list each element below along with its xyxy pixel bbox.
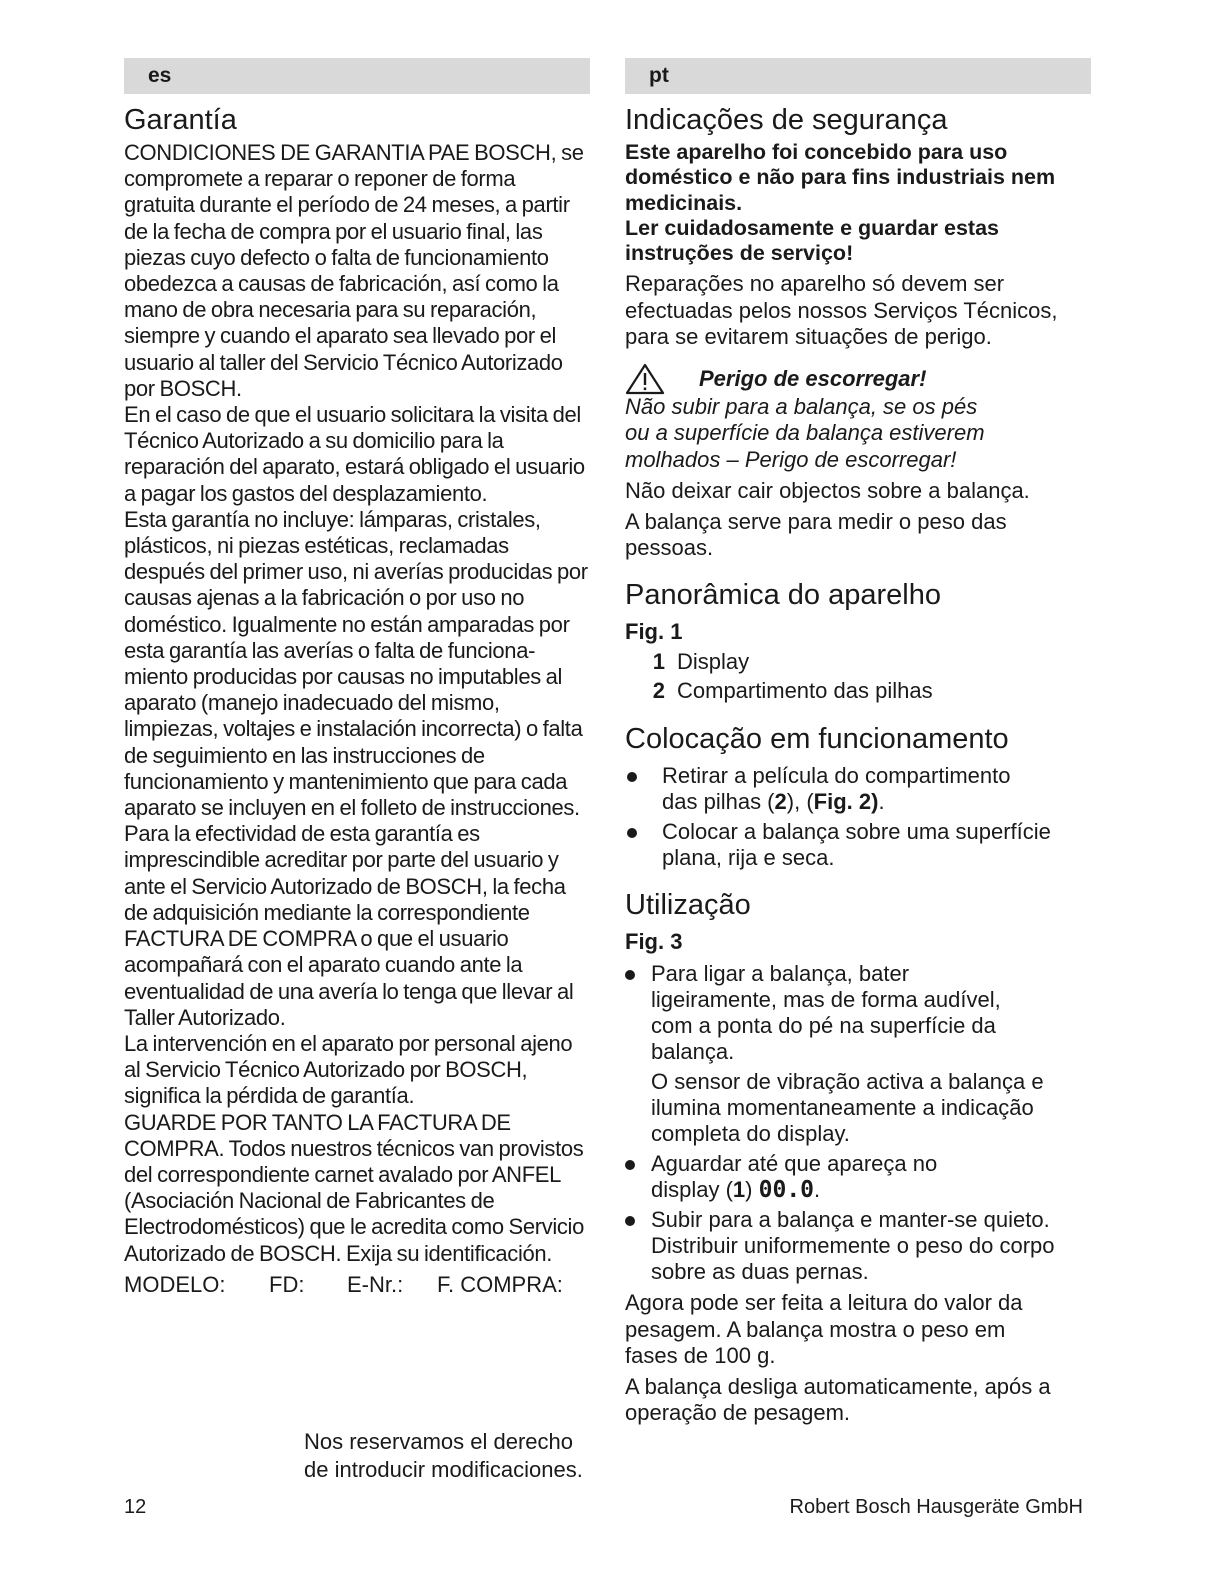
bullet-text: )	[745, 1177, 759, 1203]
guarantee-paragraph: CONDICIONES DE GARANTIA PAE BOSCH, se compromete a reparar o reponer de forma gratuita durante el período de 24 meses, a partir de la fecha de compra por el usuario final, las piezas cuyo defecto o falta de funcionamiento obedezca a causas de fabricación, así como la mano de obra necesaria para su reparación, siempre y cuando el aparato sea llevado por el usuario al taller del Servicio Técnico Autorizado por BOSCH.	[124, 140, 584, 401]
field-f-compra: F. COMPRA:	[437, 1271, 563, 1297]
field-fd: FD:	[269, 1271, 305, 1297]
purpose-text: A balança serve para medir o peso das pessoas.	[625, 508, 1007, 561]
fig-ref: Fig. 2)	[813, 789, 879, 815]
fig1-label: Fig. 1	[625, 619, 683, 645]
bullet-text: Retirar a película do compartimento das pilhas (	[662, 763, 1011, 815]
bullet-text: Aguardar até que apareça no display (	[651, 1151, 938, 1203]
overview-list	[625, 647, 1091, 705]
intro-usage-note: Este aparelho foi concebido para uso doméstico e não para fins industriais nem medicinais.	[625, 140, 1056, 215]
usage-list	[625, 961, 1091, 1285]
guarantee-paragraph: GUARDE POR TANTO LA FACTURA DE COMPRA. Todos nuestros técnicos van provistos del correspondiente carnet avalado por ANFEL (Asociación Nacional de Fabricantes de Electrodomésticos) que le acredita como Servicio Autorizado de BOSCH. Exija su identificación.	[124, 1109, 584, 1266]
note-line: de introducir modificaciones.	[304, 1457, 583, 1482]
ref-number: 2	[774, 789, 787, 815]
bullet-text: ), (	[786, 789, 814, 815]
bullet-extra-text: O sensor de vibração activa a balança e ilumina momentaneamente a indicação completa do display.	[651, 1069, 1044, 1147]
startup-list	[625, 763, 1091, 871]
list-item	[625, 676, 1091, 705]
slip-warning	[625, 364, 1091, 473]
bullet-text: .	[878, 789, 885, 815]
guarantee-body	[124, 140, 590, 1267]
list-item: Colocar a balança sobre uma superfície plana, rija e seca.	[625, 819, 1091, 871]
list-item	[625, 961, 1091, 1147]
repairs-text: Reparações no aparelho só devem ser efectuadas pelos nossos Serviços Técnicos, para se evitarem situações de perigo.	[625, 271, 1058, 349]
warning-triangle-icon	[625, 363, 665, 395]
column-es	[124, 58, 590, 1298]
guarantee-paragraph: Para la efectividad de esta garantía es imprescindible acreditar por parte del usuario y ante el Servicio Autorizado de BOSCH, la fecha de adquisición mediante la correspondiente FACTURA DE COMPRA o que el usuario acompañará con el aparato cuando ante la eventualidad de una avería lo tenga que llevar al Taller Autorizado.	[124, 821, 574, 1030]
guarantee-paragraph: Esta garantía no incluye: lámparas, cristales, plásticos, ni piezas estéticas, reclamadas después del primer uso, ni averías producidas por causas ajenas a la fabricación o por uso no doméstico. Igualmente no están amparadas por esta garantía las averías o falta de funciona-miento producidas por causas no imputables al aparato (manejo inadecuado del mismo, limpiezas, voltajes e instalación incorrecta) o falta de seguimiento en las instrucciones de funcionamiento y mantenimiento que para cada aparato se incluyen en el folleto de instrucciones.	[124, 506, 588, 821]
note-line: Nos reservamos el derecho	[304, 1429, 574, 1454]
startup-title: Colocação em funcionamento	[625, 723, 1009, 756]
bullet-text: .	[814, 1177, 821, 1203]
purchase-fields	[124, 1272, 590, 1298]
modification-note	[304, 1428, 594, 1484]
fig3-label: Fig. 3	[625, 929, 683, 955]
ref-number: 1	[732, 1177, 746, 1203]
item-label: Display	[677, 649, 750, 675]
field-enr: E-Nr.:	[347, 1271, 404, 1297]
bullet-text: Para ligar a balança, bater ligeiramente, mas de forma audível, com a ponta do pé na superfície da balança.	[651, 961, 1001, 1065]
reading-text: Agora pode ser feita a leitura do valor da pesagem. A balança mostra o peso em fases de 100 g.	[625, 1290, 1023, 1368]
list-item	[625, 647, 1091, 676]
intro-read-note: Ler cuidadosamente e guardar estas instruções de serviço!	[625, 215, 1000, 266]
display-readout: 00.0	[758, 1177, 815, 1204]
item-number: 2	[652, 678, 665, 704]
overview-title: Panorâmica do aparelho	[625, 579, 941, 612]
drop-warning: Não deixar cair objectos sobre a balança.	[625, 477, 1030, 503]
page-number: 12	[124, 1496, 147, 1518]
company-name: Robert Bosch Hausgeräte GmbH	[789, 1496, 1083, 1518]
safety-title: Indicações de segurança	[625, 104, 948, 136]
warning-title: Perigo de escorregar!	[699, 366, 927, 392]
language-header-es: es	[124, 58, 590, 94]
language-header-pt: pt	[625, 58, 1091, 94]
auto-off-text: A balança desliga automaticamente, após a operação de pesagem.	[625, 1373, 1051, 1426]
warning-text: Não subir para a balança, se os pés ou a superfície da balança estiverem molhados – Perigo de escorregar!	[625, 394, 985, 472]
usage-title: Utilização	[625, 889, 751, 922]
guarantee-paragraph: La intervención en el aparato por personal ajeno al Servicio Técnico Autorizado por BOSCH, significa la pérdida de garantía.	[124, 1030, 573, 1109]
field-modelo: MODELO:	[124, 1271, 226, 1297]
list-item	[625, 1151, 961, 1203]
guarantee-paragraph: En el caso de que el usuario solicitara la visita del Técnico Autorizado a su domicilio para la reparación del aparato, estará obligado el usuario a pagar los gastos del desplazamiento.	[124, 402, 585, 506]
item-number: 1	[652, 649, 665, 675]
list-item	[625, 763, 1042, 815]
guarantee-title: Garantía	[124, 104, 237, 136]
item-label: Compartimento das pilhas	[677, 678, 933, 704]
column-pt	[625, 58, 1091, 1426]
list-item: Subir para a balança e manter-se quieto. Distribuir uniformemente o peso do corpo sobre as duas pernas.	[625, 1207, 1091, 1285]
